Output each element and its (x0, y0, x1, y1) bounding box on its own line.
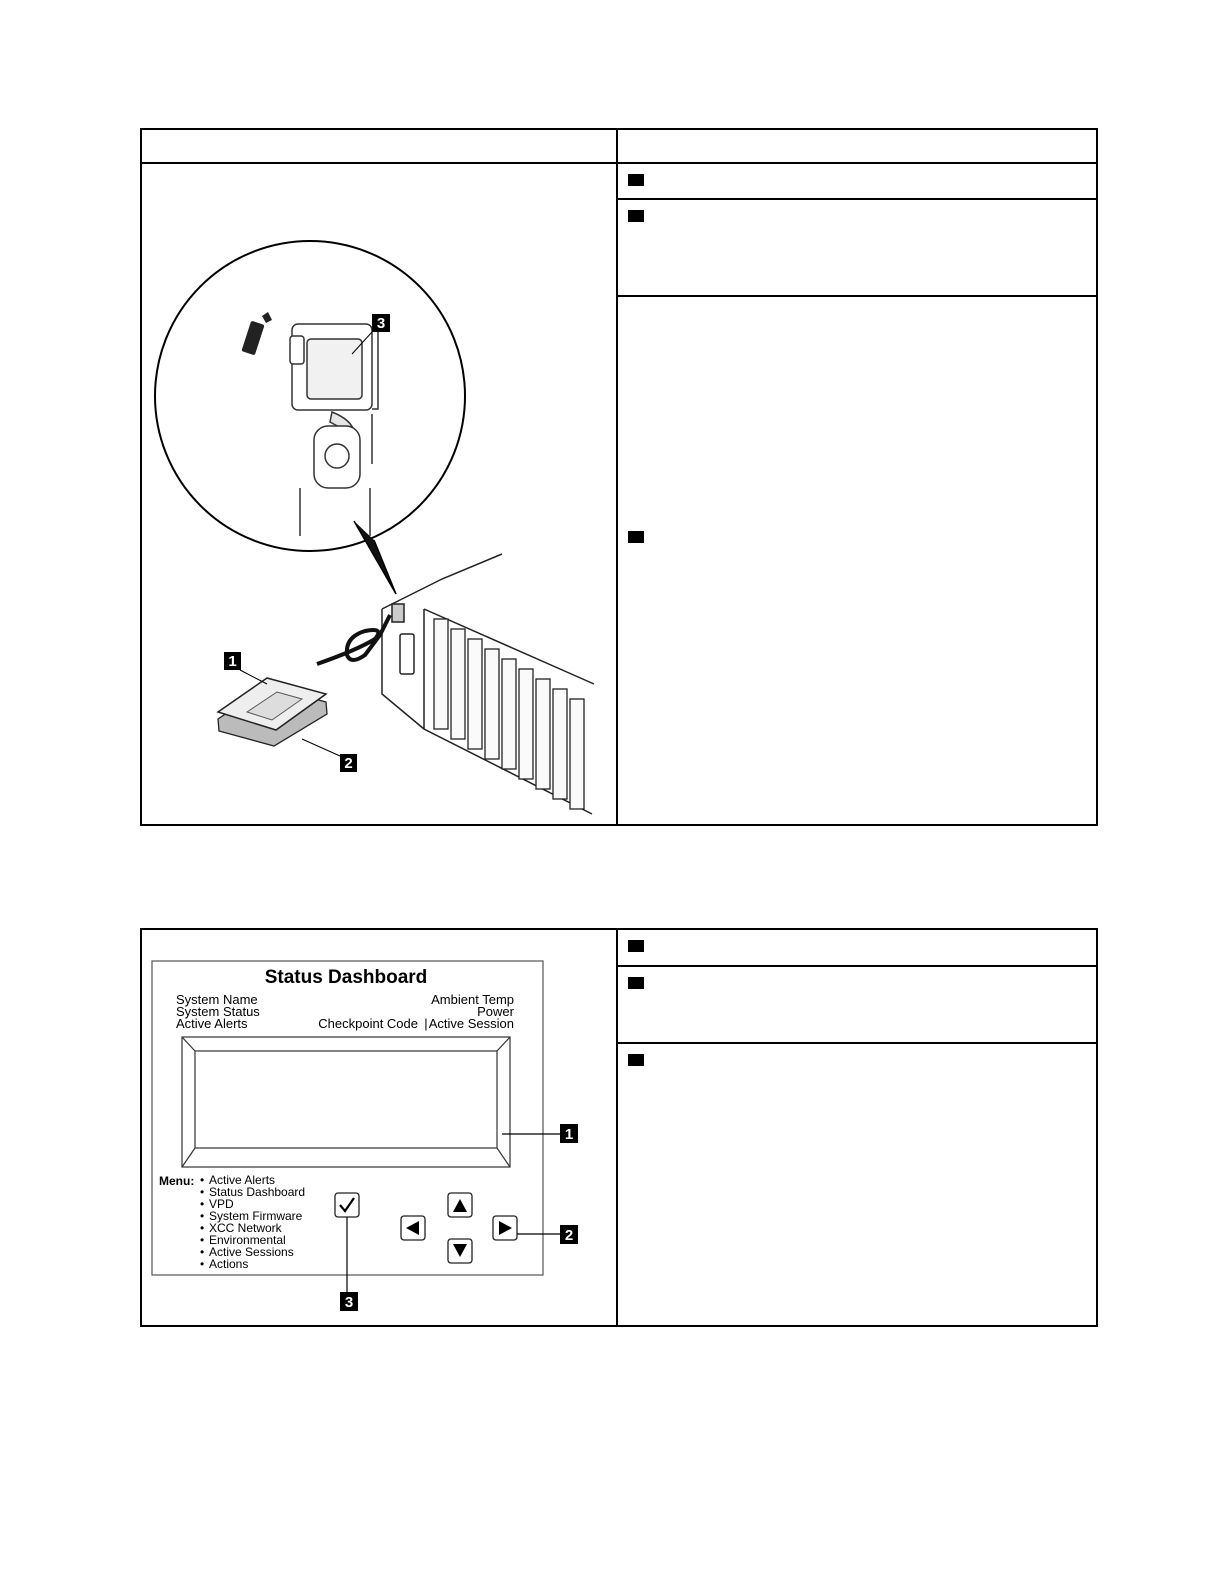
menu-item: Active Alerts (209, 1173, 276, 1187)
callout-1 (224, 652, 267, 684)
callout-square-icon (628, 1054, 644, 1066)
svg-text:2: 2 (564, 1227, 574, 1244)
menu-item: XCC Network (209, 1221, 282, 1235)
callout-square-icon (628, 174, 644, 186)
menu-bullet: • (200, 1197, 205, 1211)
menu-label: Menu: (159, 1174, 195, 1188)
callout-square-icon (628, 531, 644, 543)
menu-bullet: • (200, 1173, 205, 1187)
figure-table-1 (140, 128, 1098, 826)
arrow-left-button (401, 1216, 425, 1240)
ambient-temp-label: Ambient Temp (431, 992, 514, 1007)
select-button (335, 1193, 359, 1217)
menu-bullet: • (200, 1221, 205, 1235)
menu-list (200, 1173, 305, 1271)
svg-text:3: 3 (376, 315, 386, 332)
system-status-label: System Status (176, 1004, 260, 1019)
menu-item: Environmental (209, 1233, 286, 1247)
callout-square-icon (628, 940, 644, 952)
menu-bullet: • (200, 1209, 205, 1223)
menu-item: Active Sessions (209, 1245, 294, 1259)
row-callout-1 (617, 163, 1097, 199)
active-alerts-label: Active Alerts (176, 1016, 248, 1031)
row-callout-1 (617, 929, 1097, 966)
menu-bullet: • (200, 1245, 205, 1259)
lcd-screen (182, 1037, 510, 1167)
lcd-handset-figure (142, 164, 618, 819)
handset-cable (317, 615, 390, 664)
row-callout-3 (617, 296, 1097, 825)
menu-item: System Firmware (209, 1209, 303, 1223)
figure-cell (141, 163, 617, 825)
row-callout-2 (617, 966, 1097, 1043)
arrow-down-button (448, 1239, 472, 1263)
arrow-up-button (448, 1193, 472, 1217)
menu-bullet: • (200, 1185, 205, 1199)
label-separator: | (424, 1016, 428, 1031)
active-session-label: Active Session (428, 1016, 514, 1031)
checkpoint-code-label: Checkpoint Code (318, 1016, 418, 1031)
system-name-label: System Name (176, 992, 258, 1007)
svg-text:3: 3 (344, 1294, 354, 1311)
dashboard-title: Status Dashboard (264, 967, 428, 988)
menu-item: VPD (209, 1197, 234, 1211)
menu-item: Actions (209, 1257, 249, 1271)
arrow-right-button (493, 1216, 517, 1240)
callout-square-icon (628, 210, 644, 222)
menu-bullet: • (200, 1233, 205, 1247)
lcd-handset (218, 678, 327, 746)
svg-text:1: 1 (564, 1126, 574, 1143)
table1-header-right (617, 129, 1097, 163)
svg-text:1: 1 (228, 653, 237, 670)
status-dashboard-figure (142, 930, 618, 1320)
callout-square-icon (628, 977, 644, 989)
figure-table-2 (140, 928, 1098, 1327)
drive-bays (434, 619, 584, 809)
dashboard-figure-cell (141, 929, 617, 1326)
power-label: Power (477, 1004, 514, 1019)
row-callout-3 (617, 1043, 1097, 1326)
callout-2 (302, 739, 357, 772)
svg-text:2: 2 (344, 755, 353, 772)
table1-header-left (141, 129, 617, 163)
row-callout-2 (617, 199, 1097, 296)
menu-item: Status Dashboard (209, 1185, 306, 1199)
menu-bullet: • (200, 1257, 205, 1271)
